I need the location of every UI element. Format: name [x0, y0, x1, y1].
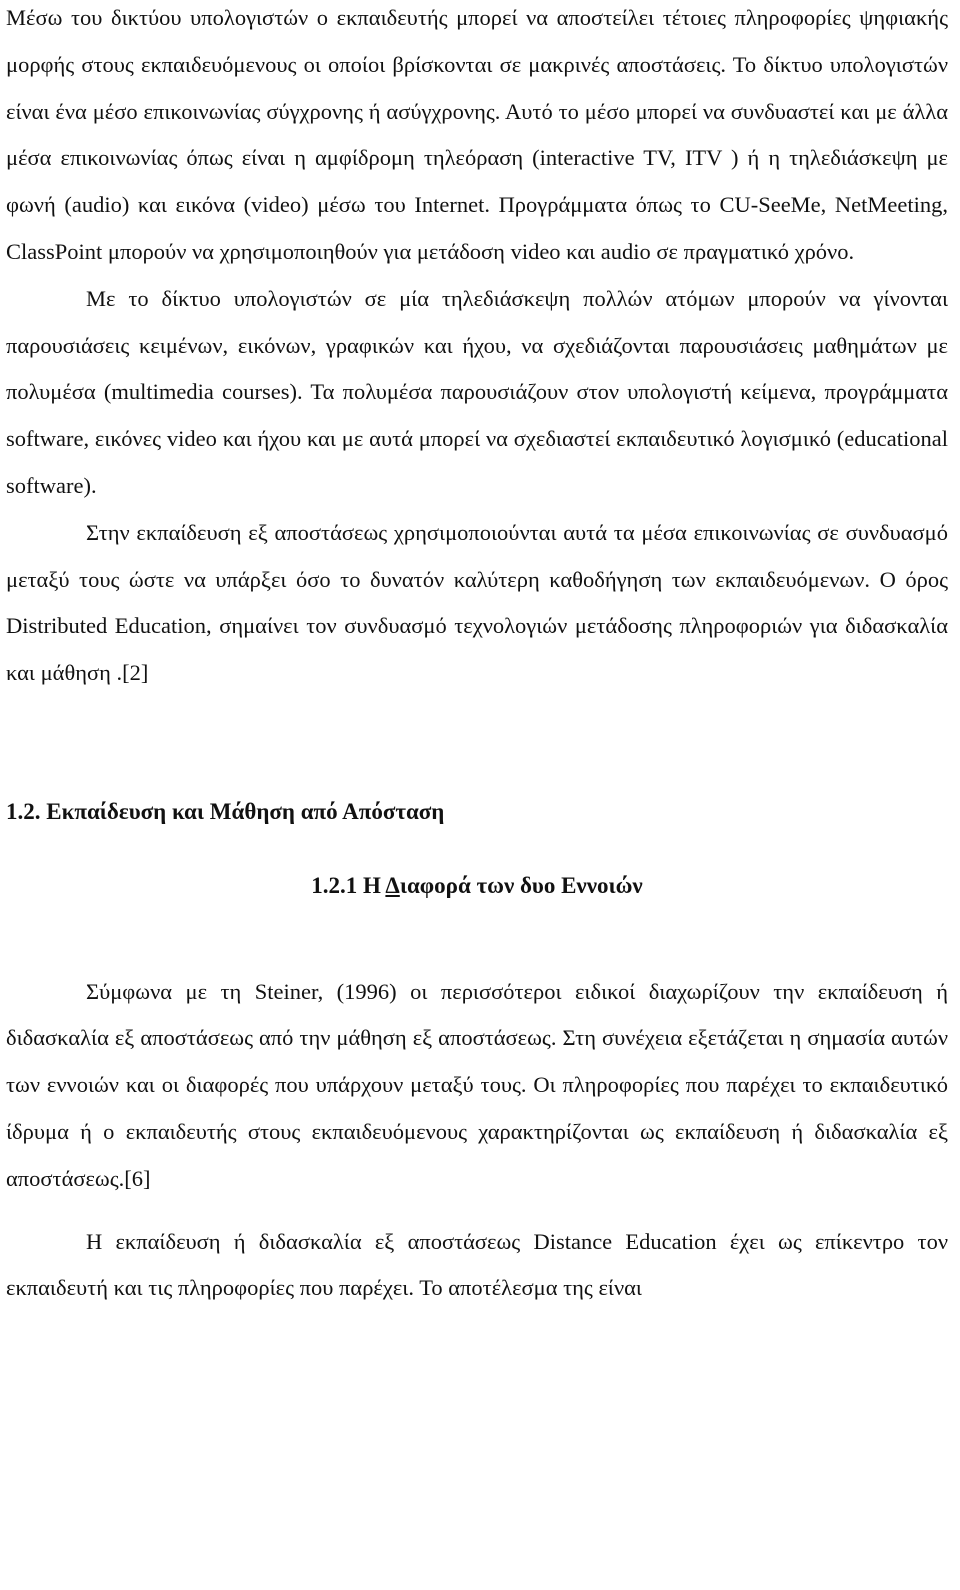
paragraph-teleconference-multimedia: Με το δίκτυο υπολογιστών σε μία τηλεδιάσκεψη πολλών ατόμων μπορούν να γίνονται παρουσιάσεις κειμένων, εικόνων, γραφικών και ήχου, να σχεδιάζονται παρουσιάσεις μαθημάτων με πολυμέσα (multimedia courses). Τα πολυμέσα παρουσιάζουν στον υπολογιστή κείμενα, προγράμματα software, εικόνες video και ήχου και με αυτά μπορεί να σχεδιαστεί εκπαιδευτικό λογισμικό (educational software).: [6, 285, 948, 498]
subsection-heading: [6, 863, 948, 910]
paragraph-computer-networks: Μέσω του δικτύου υπολογιστών ο εκπαιδευτής μπορεί να αποστείλει τέτοιες πληροφορίες ψηφιακής μορφής στους εκπαιδευόμενους οι οποίοι βρίσκονται σε μακρινές αποστάσεις. Το δίκτυο υπολογιστών είναι ένα μέσο επικοινωνίας σύγχρονης ή ασύγχρονης. Αυτό το μέσο μπορεί να συνδυαστεί και με άλλα μέσα επικοινωνίας όπως είναι η αμφίδρομη τηλεόραση (interactive TV, ITV ) ή η τηλεδιάσκεψη με φωνή (audio) και εικόνα (video) μέσω του Internet. Προγράμματα όπως το CU-SeeMe, NetMeeting, ClassPoint μπορούν να χρησιμοποιηθούν για μετάδοση video και audio σε πραγματικό χρόνο.: [6, 5, 948, 264]
paragraph-distributed-education: Στην εκπαίδευση εξ αποστάσεως χρησιμοποιούνται αυτά τα μέσα επικοινωνίας σε συνδυασμό μεταξύ τους ώστε να υπάρξει όσο το δυνατόν καλύτερη καθοδήγηση των εκπαιδευόμενων. Ο όρος Distributed Education, σημαίνει τον συνδυασμό τεχνολογιών μετάδοσης πληροφοριών για διδασκαλία και μάθηση .[2]: [6, 519, 948, 686]
subsection-heading-underlined-letter: Δ: [385, 872, 400, 898]
section-heading: 1.2. Εκπαίδευση και Μάθηση από Απόσταση: [6, 798, 445, 824]
document-page: [6, 0, 948, 1312]
paragraph-distance-education: Η εκπαίδευση ή διδασκαλία εξ αποστάσεως Distance Education έχει ως επίκεντρο τον εκπαιδευτή και τις πληροφορίες που παρέχει. Το αποτέλεσμα της είναι: [6, 1228, 948, 1301]
paragraph-steiner: Σύμφωνα με τη Steiner, (1996) οι περισσότεροι ειδικοί διαχωρίζουν την εκπαίδευση ή διδασκαλία εξ αποστάσεως από την μάθηση εξ αποστάσεως. Στη συνέχεια εξετάζεται η σημασία αυτών των εννοιών και οι διαφορές που υπάρχουν μεταξύ τους. Οι πληροφορίες που παρέχει το εκπαιδευτικό ίδρυμα ή ο εκπαιδευτής στους εκπαιδευόμενους χαρακτηρίζονται ως εκπαίδευση ή διδασκαλία εξ αποστάσεως.[6]: [6, 978, 948, 1191]
subsection-heading-prefix: 1.2.1 Η: [311, 872, 386, 898]
subsection-heading-rest: ιαφορά των δυο Εννοιών: [399, 872, 643, 898]
